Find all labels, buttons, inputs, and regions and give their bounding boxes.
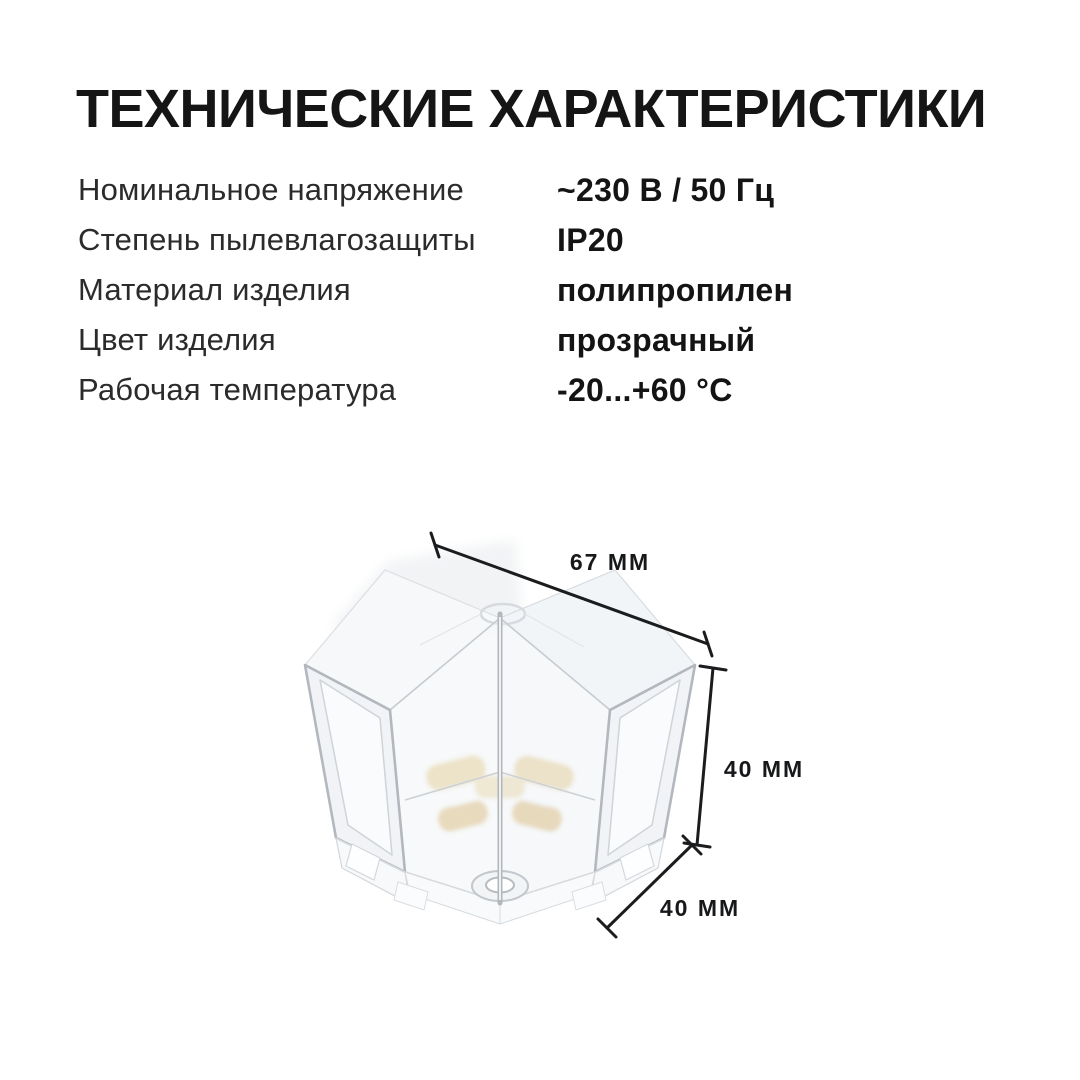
specs-table — [78, 165, 978, 415]
spec-row-voltage — [78, 165, 978, 215]
spec-label: Рабочая температура — [78, 372, 397, 407]
spec-row-color — [78, 315, 978, 365]
dim-height-tick — [700, 666, 726, 670]
dim-height-tick — [684, 843, 710, 847]
dim-height-line — [697, 668, 713, 845]
page-title: ТЕХНИЧЕСКИЕ ХАРАКТЕРИСТИКИ — [76, 79, 987, 139]
product-figure — [260, 510, 840, 970]
spec-row-ip-rating — [78, 215, 978, 265]
dim-height-label: 40 ММ — [723, 756, 805, 782]
dim-depth-label: 40 ММ — [659, 895, 741, 921]
spec-label: Номинальное напряжение — [78, 172, 464, 207]
spec-value: -20...+60 °C — [557, 371, 733, 408]
spec-row-temperature — [78, 365, 978, 415]
spec-label: Цвет изделия — [78, 322, 276, 357]
dim-width-label: 67 ММ — [569, 549, 651, 575]
spec-value: полипропилен — [557, 271, 794, 308]
spec-value: IP20 — [557, 221, 625, 258]
spec-value: прозрачный — [557, 321, 756, 358]
corner-connector-render — [260, 510, 840, 970]
spec-value: ~230 В / 50 Гц — [557, 171, 775, 208]
spec-row-material — [78, 265, 978, 315]
spec-label: Степень пылевлагозащиты — [78, 222, 476, 257]
spec-label: Материал изделия — [78, 272, 351, 307]
